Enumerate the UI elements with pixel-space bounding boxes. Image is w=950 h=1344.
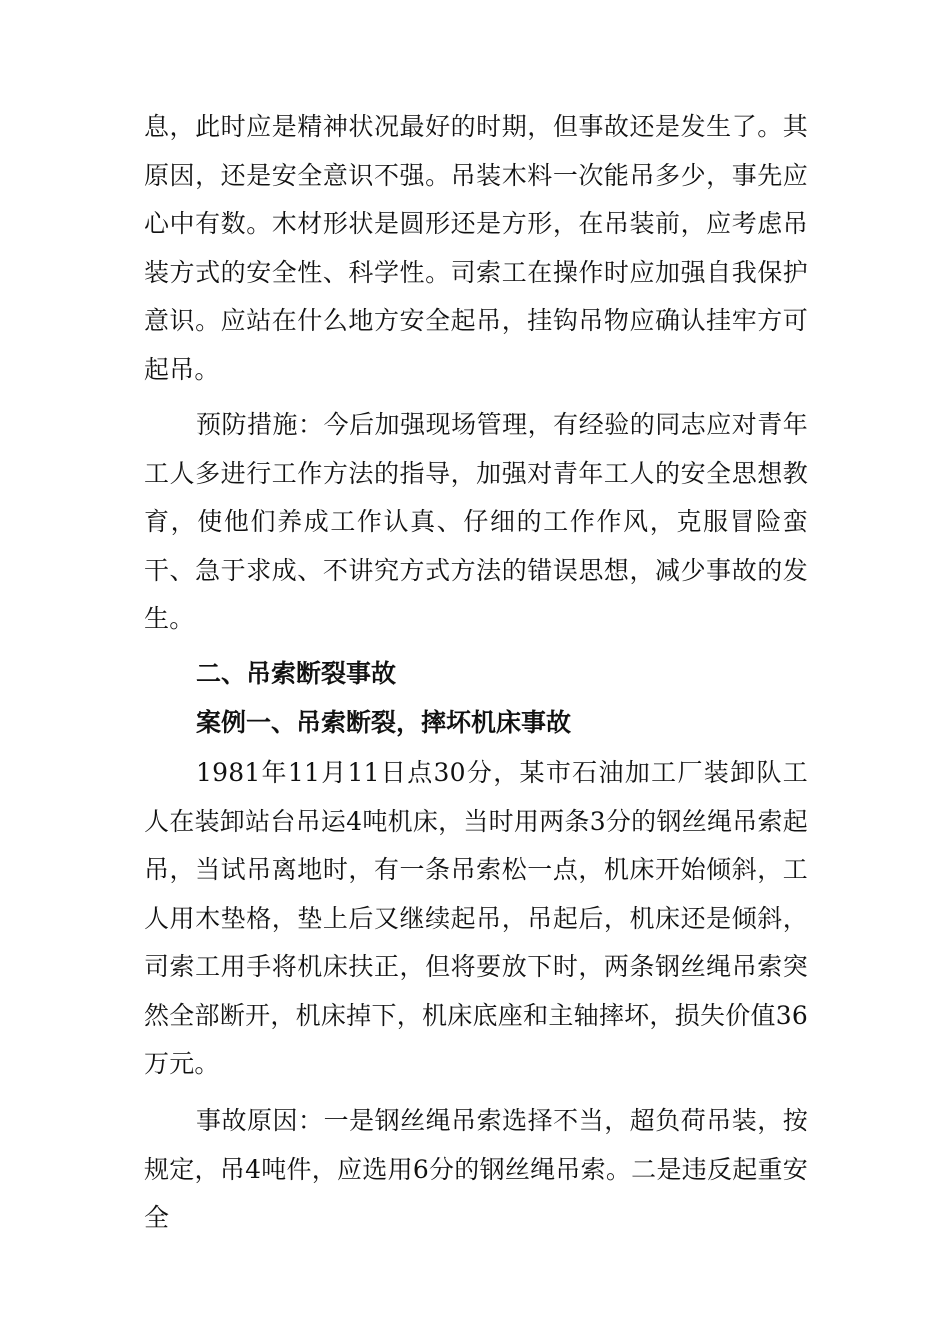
paragraph-prevention: 预防措施：今后加强现场管理，有经验的同志应对青年工人多进行工作方法的指导，加强对青年工人的安全思想教育，使他们养成工作认真、仔细的工作作风，克服冒险蛮干、急于求成、不讲究方式方法的错误思想，减少事故的发生。 bbox=[144, 410, 808, 633]
section-heading: 二、吊索断裂事故 bbox=[196, 659, 397, 688]
case-heading: 案例一、吊索断裂，摔坏机床事故 bbox=[196, 708, 572, 737]
paragraph-intro: 息，此时应是精神状况最好的时期，但事故还是发生了。其原因，还是安全意识不强。吊装木料一次能吊多少，事先应心中有数。木材形状是圆形还是方形，在吊装前，应考虑吊装方式的安全性、科学性。司索工在操作时应加强自我保护意识。应站在什么地方安全起吊，挂钩吊物应确认挂牢方可起吊。 bbox=[144, 112, 808, 384]
paragraph-case: 1981年11月11日点30分，某市石油加工厂装卸队工人在装卸站台吊运4吨机床，当时用两条3分的钢丝绳吊索起吊，当试吊离地时，有一条吊索松一点，机床开始倾斜，工人用木垫格，垫上后又继续起吊，吊起后，机床还是倾斜，司索工用手将机床扶正，但将要放下时，两条钢丝绳吊索突然全部断开，机床掉下，机床底座和主轴摔坏，损失价值36万元。 bbox=[144, 758, 808, 1078]
paragraph-cause: 事故原因：一是钢丝绳吊索选择不当，超负荷吊装，按规定，吊4吨件，应选用6分的钢丝绳吊索。二是违反起重安全 bbox=[144, 1106, 808, 1232]
